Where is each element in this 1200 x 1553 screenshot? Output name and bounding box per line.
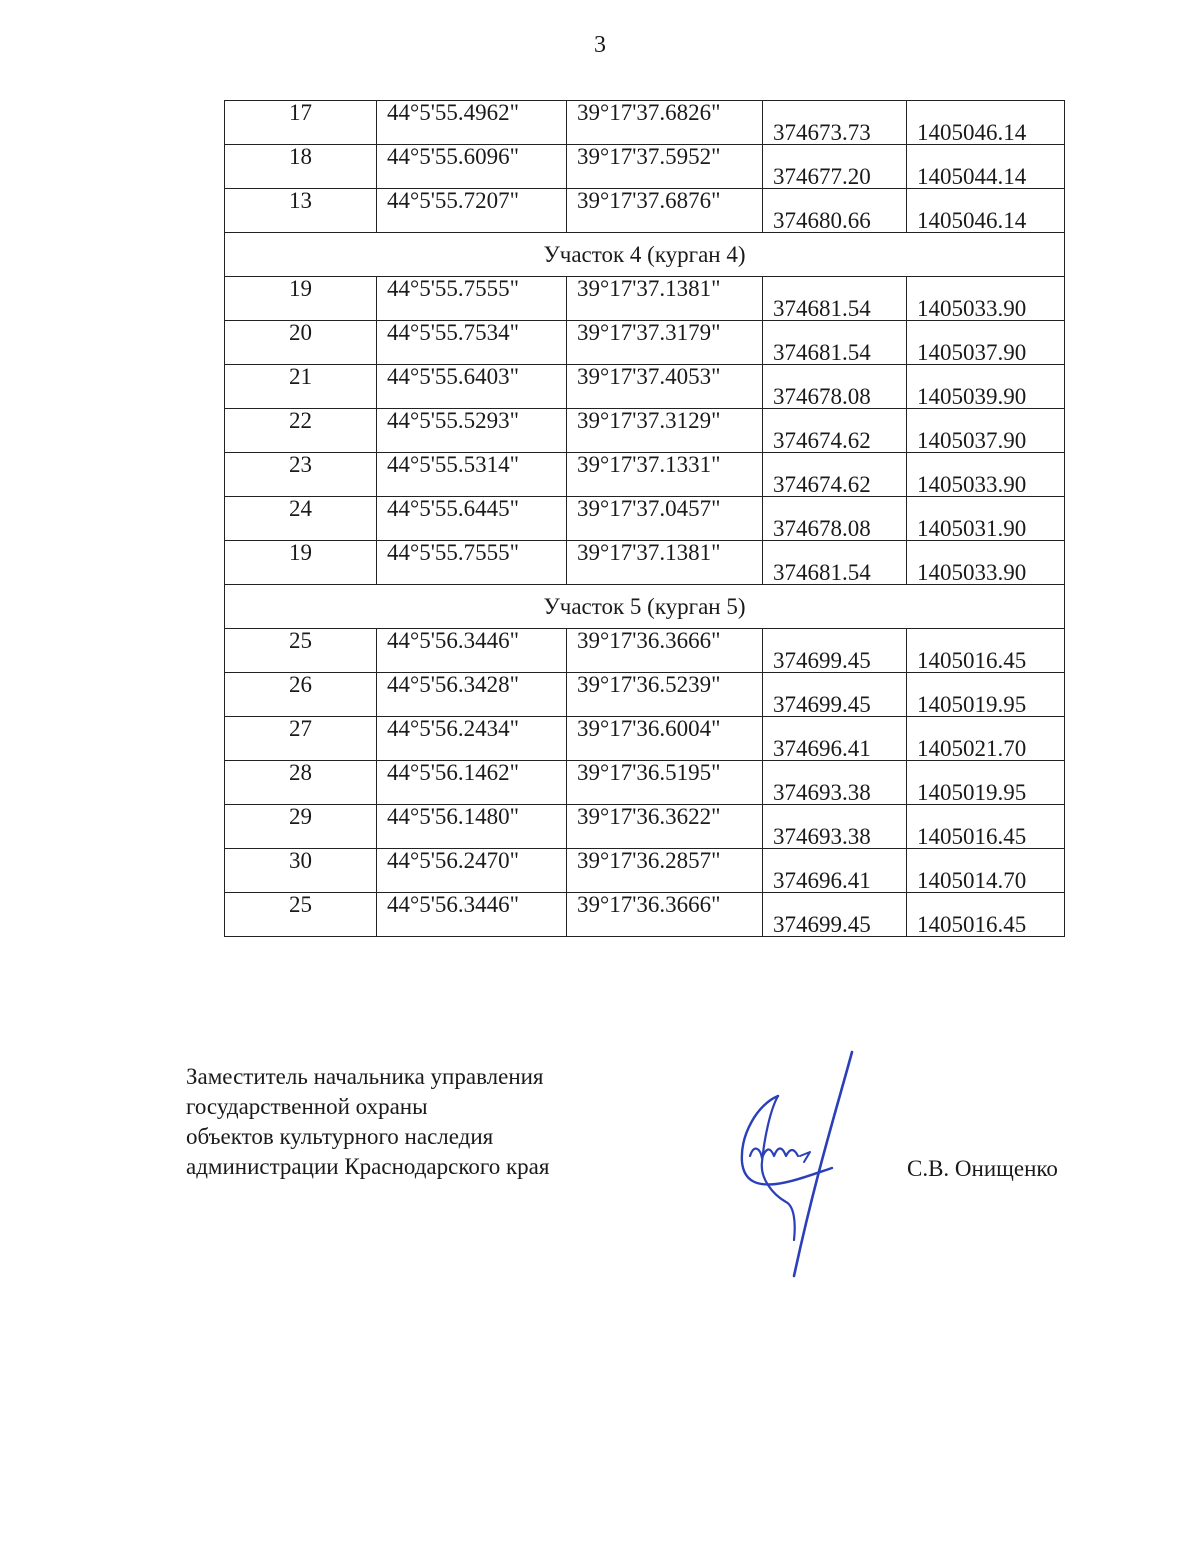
y-coordinate-cell: 1405016.45	[907, 893, 1065, 937]
signer-position	[186, 1062, 549, 1182]
point-number-cell: 25	[225, 629, 377, 673]
table-row	[225, 805, 1065, 849]
latitude-cell: 44°5'55.7555"	[377, 541, 567, 585]
x-coordinate-cell: 374677.20	[763, 145, 907, 189]
longitude-cell: 39°17'36.5195"	[567, 761, 763, 805]
x-coordinate-cell: 374674.62	[763, 453, 907, 497]
latitude-cell: 44°5'56.3446"	[377, 893, 567, 937]
x-coordinate-cell: 374681.54	[763, 541, 907, 585]
x-coordinate-cell: 374699.45	[763, 629, 907, 673]
table-row	[225, 761, 1065, 805]
latitude-cell: 44°5'55.7534"	[377, 321, 567, 365]
longitude-cell: 39°17'36.3622"	[567, 805, 763, 849]
longitude-cell: 39°17'37.6876"	[567, 189, 763, 233]
latitude-cell: 44°5'55.5293"	[377, 409, 567, 453]
y-coordinate-cell: 1405016.45	[907, 629, 1065, 673]
y-coordinate-cell: 1405044.14	[907, 145, 1065, 189]
point-number-cell: 20	[225, 321, 377, 365]
latitude-cell: 44°5'56.1462"	[377, 761, 567, 805]
table-row	[225, 145, 1065, 189]
y-coordinate-cell: 1405033.90	[907, 277, 1065, 321]
point-number-cell: 25	[225, 893, 377, 937]
latitude-cell: 44°5'56.3446"	[377, 629, 567, 673]
table-row	[225, 893, 1065, 937]
y-coordinate-cell: 1405046.14	[907, 101, 1065, 145]
signer-position-line: государственной охраны	[186, 1094, 428, 1119]
longitude-cell: 39°17'37.3129"	[567, 409, 763, 453]
coordinates-table	[224, 100, 1065, 937]
table-row	[225, 497, 1065, 541]
handwritten-signature	[720, 1044, 870, 1284]
x-coordinate-cell: 374693.38	[763, 805, 907, 849]
table-row	[225, 365, 1065, 409]
x-coordinate-cell: 374699.45	[763, 673, 907, 717]
longitude-cell: 39°17'36.6004"	[567, 717, 763, 761]
point-number-cell: 28	[225, 761, 377, 805]
x-coordinate-cell: 374681.54	[763, 277, 907, 321]
latitude-cell: 44°5'55.7207"	[377, 189, 567, 233]
y-coordinate-cell: 1405021.70	[907, 717, 1065, 761]
longitude-cell: 39°17'37.1381"	[567, 541, 763, 585]
x-coordinate-cell: 374678.08	[763, 497, 907, 541]
longitude-cell: 39°17'37.6826"	[567, 101, 763, 145]
point-number-cell: 30	[225, 849, 377, 893]
table-row	[225, 409, 1065, 453]
point-number-cell: 19	[225, 541, 377, 585]
y-coordinate-cell: 1405033.90	[907, 453, 1065, 497]
longitude-cell: 39°17'37.5952"	[567, 145, 763, 189]
point-number-cell: 29	[225, 805, 377, 849]
section-title: Участок 4 (курган 4)	[225, 233, 1065, 277]
longitude-cell: 39°17'37.4053"	[567, 365, 763, 409]
latitude-cell: 44°5'55.5314"	[377, 453, 567, 497]
x-coordinate-cell: 374680.66	[763, 189, 907, 233]
y-coordinate-cell: 1405039.90	[907, 365, 1065, 409]
longitude-cell: 39°17'36.5239"	[567, 673, 763, 717]
longitude-cell: 39°17'37.1331"	[567, 453, 763, 497]
table-row	[225, 321, 1065, 365]
point-number-cell: 26	[225, 673, 377, 717]
table-row	[225, 673, 1065, 717]
point-number-cell: 27	[225, 717, 377, 761]
latitude-cell: 44°5'55.7555"	[377, 277, 567, 321]
y-coordinate-cell: 1405033.90	[907, 541, 1065, 585]
point-number-cell: 13	[225, 189, 377, 233]
coordinates-table-body	[225, 101, 1065, 937]
signer-name: С.В. Онищенко	[907, 1156, 1058, 1181]
page-number: 3	[594, 32, 606, 58]
latitude-cell: 44°5'55.6403"	[377, 365, 567, 409]
y-coordinate-cell: 1405019.95	[907, 761, 1065, 805]
table-row	[225, 849, 1065, 893]
longitude-cell: 39°17'36.2857"	[567, 849, 763, 893]
latitude-cell: 44°5'56.1480"	[377, 805, 567, 849]
x-coordinate-cell: 374673.73	[763, 101, 907, 145]
longitude-cell: 39°17'36.3666"	[567, 629, 763, 673]
signer-position-line: администрации Краснодарского края	[186, 1154, 550, 1179]
y-coordinate-cell: 1405014.70	[907, 849, 1065, 893]
table-row	[225, 453, 1065, 497]
table-row	[225, 101, 1065, 145]
latitude-cell: 44°5'55.6096"	[377, 145, 567, 189]
signer-position-line: Заместитель начальника управления	[186, 1064, 544, 1089]
x-coordinate-cell: 374674.62	[763, 409, 907, 453]
latitude-cell: 44°5'55.6445"	[377, 497, 567, 541]
x-coordinate-cell: 374678.08	[763, 365, 907, 409]
point-number-cell: 21	[225, 365, 377, 409]
section-header-row	[225, 233, 1065, 277]
x-coordinate-cell: 374699.45	[763, 893, 907, 937]
y-coordinate-cell: 1405031.90	[907, 497, 1065, 541]
longitude-cell: 39°17'37.0457"	[567, 497, 763, 541]
x-coordinate-cell: 374696.41	[763, 717, 907, 761]
y-coordinate-cell: 1405037.90	[907, 321, 1065, 365]
x-coordinate-cell: 374681.54	[763, 321, 907, 365]
latitude-cell: 44°5'56.2434"	[377, 717, 567, 761]
y-coordinate-cell: 1405016.45	[907, 805, 1065, 849]
longitude-cell: 39°17'36.3666"	[567, 893, 763, 937]
longitude-cell: 39°17'37.1381"	[567, 277, 763, 321]
section-header-row	[225, 585, 1065, 629]
y-coordinate-cell: 1405046.14	[907, 189, 1065, 233]
table-row	[225, 277, 1065, 321]
table-row	[225, 541, 1065, 585]
point-number-cell: 18	[225, 145, 377, 189]
x-coordinate-cell: 374693.38	[763, 761, 907, 805]
longitude-cell: 39°17'37.3179"	[567, 321, 763, 365]
latitude-cell: 44°5'56.3428"	[377, 673, 567, 717]
latitude-cell: 44°5'56.2470"	[377, 849, 567, 893]
y-coordinate-cell: 1405019.95	[907, 673, 1065, 717]
latitude-cell: 44°5'55.4962"	[377, 101, 567, 145]
section-title: Участок 5 (курган 5)	[225, 585, 1065, 629]
x-coordinate-cell: 374696.41	[763, 849, 907, 893]
table-row	[225, 189, 1065, 233]
point-number-cell: 17	[225, 101, 377, 145]
signer-position-line: объектов культурного наследия	[186, 1124, 494, 1149]
point-number-cell: 23	[225, 453, 377, 497]
point-number-cell: 24	[225, 497, 377, 541]
point-number-cell: 22	[225, 409, 377, 453]
table-row	[225, 717, 1065, 761]
y-coordinate-cell: 1405037.90	[907, 409, 1065, 453]
point-number-cell: 19	[225, 277, 377, 321]
table-row	[225, 629, 1065, 673]
